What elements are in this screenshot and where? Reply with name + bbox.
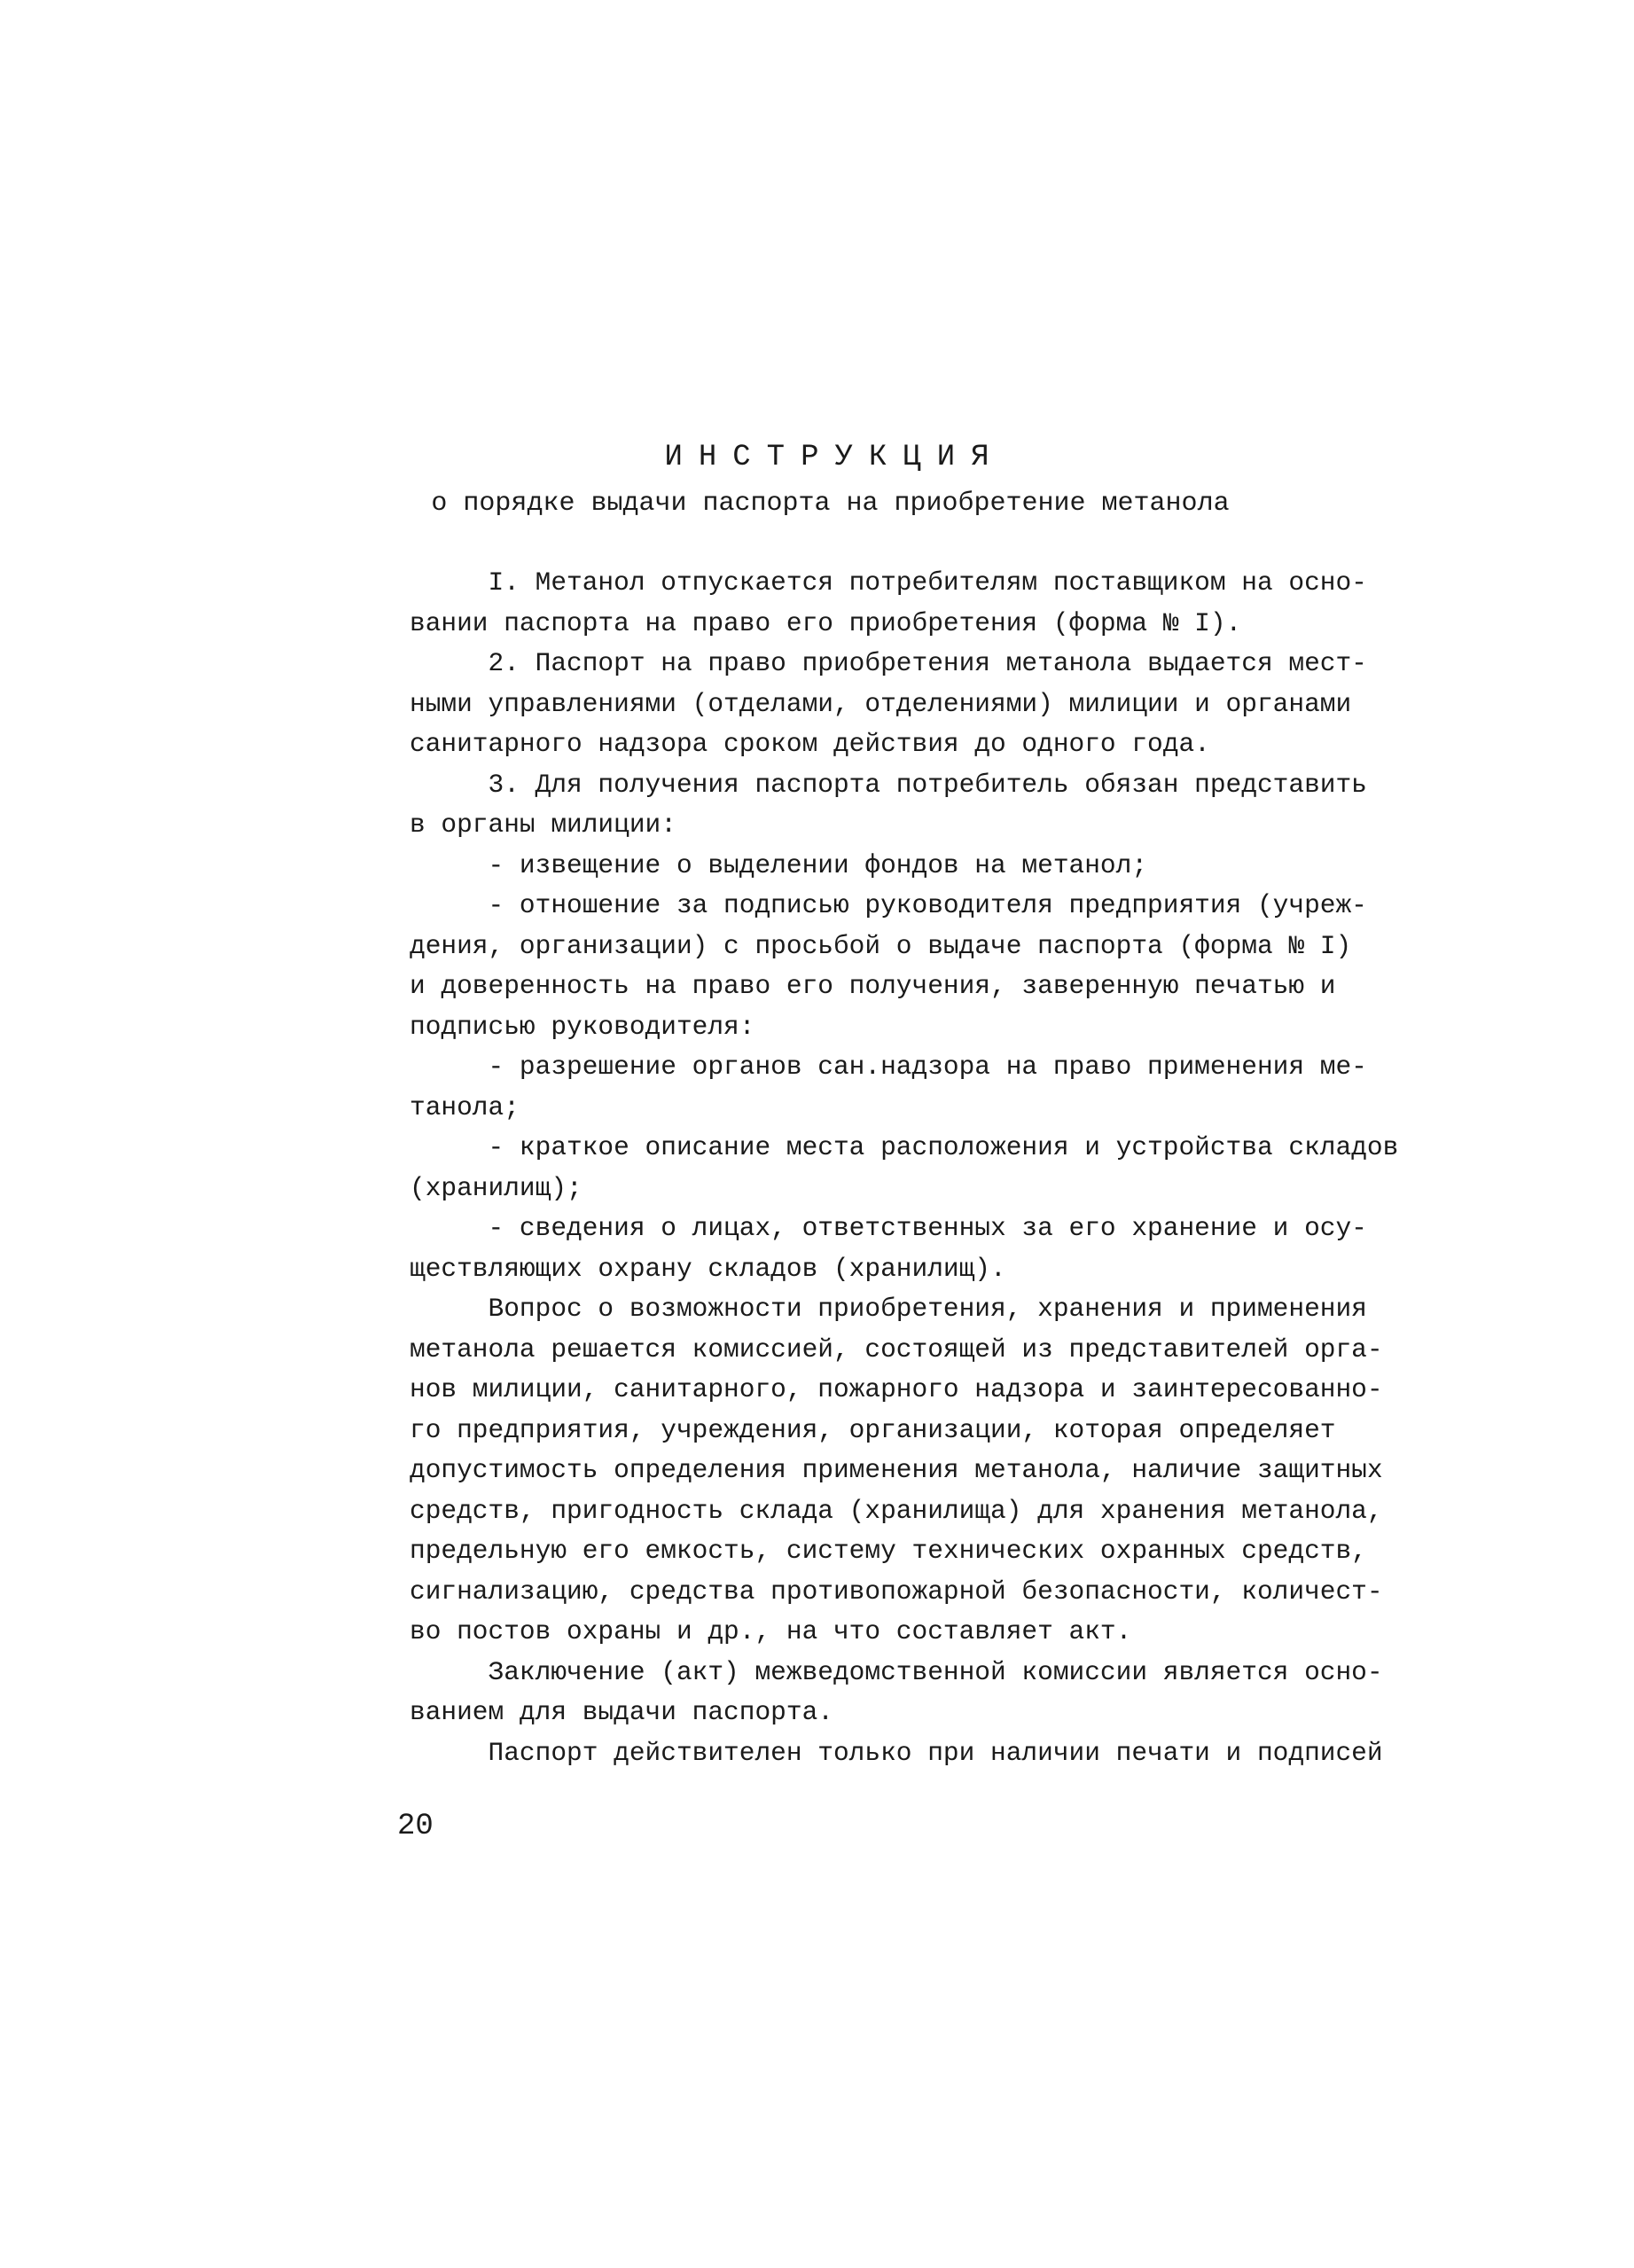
text-line: метанола решается комиссией, состоящей из представителей орга- <box>410 1333 1383 1365</box>
text-line: средств, пригодность склада (хранилища) для хранения метанола, <box>410 1495 1383 1526</box>
text-line: - извещение о выделении фондов на метанол; <box>410 849 1148 880</box>
text-line: Заключение (акт) межведомственной комиссии является осно- <box>410 1656 1383 1687</box>
text-line: 3. Для получения паспорта потребитель обязан представить <box>410 769 1367 800</box>
text-line: вании паспорта на право его приобретения (форма № I). <box>410 607 1242 638</box>
text-line: нов милиции, санитарного, пожарного надзора и заинтересованно- <box>410 1374 1383 1404</box>
text-line: го предприятия, учреждения, организации, которая определяет <box>410 1414 1336 1445</box>
text-line: ществляющих охрану складов (хранилищ). <box>410 1253 1006 1284</box>
text-line: - сведения о лицах, ответственных за его хранение и осу- <box>410 1213 1367 1243</box>
text-line: ванием для выдачи паспорта. <box>410 1697 833 1727</box>
text-line: танола; <box>410 1091 520 1122</box>
document-body <box>410 563 1474 1773</box>
text-line: допустимость определения применения метанола, наличие защитных <box>410 1455 1383 1485</box>
page-number: 20 <box>397 1810 434 1843</box>
document-title: ИНСТРУКЦИЯ <box>664 441 1005 474</box>
text-line: во постов охраны и др., на что составляет акт. <box>410 1616 1132 1646</box>
text-line: и доверенность на право его получения, заверенную печатью и <box>410 971 1336 1001</box>
document-subtitle: о порядке выдачи паспорта на приобретение метанола <box>431 489 1230 519</box>
text-line: в органы милиции: <box>410 809 676 840</box>
text-line: санитарного надзора сроком действия до одного года. <box>410 729 1210 759</box>
text-line: - краткое описание места расположения и устройства складов <box>410 1132 1399 1162</box>
text-line: ными управлениями (отделами, отделениями) милиции и органами <box>410 688 1352 719</box>
text-line: 2. Паспорт на право приобретения метанола выдается мест- <box>410 648 1367 678</box>
text-line: предельную его емкость, систему технических охранных средств, <box>410 1536 1367 1566</box>
text-line: - разрешение органов сан.надзора на право применения ме- <box>410 1052 1367 1082</box>
text-line: (хранилищ); <box>410 1172 582 1203</box>
text-line: Паспорт действителен только при наличии печати и подписей <box>410 1737 1383 1768</box>
text-line: I. Метанол отпускается потребителям поставщиком на осно- <box>410 567 1367 598</box>
text-line: дения, организации) с просьбой о выдаче паспорта (форма № I) <box>410 930 1352 961</box>
text-line: сигнализацию, средства противопожарной безопасности, количест- <box>410 1576 1383 1607</box>
text-line: подписью руководителя: <box>410 1011 755 1042</box>
text-line: Вопрос о возможности приобретения, хранения и применения <box>410 1294 1367 1324</box>
text-line: - отношение за подписью руководителя предприятия (учреж- <box>410 890 1367 920</box>
